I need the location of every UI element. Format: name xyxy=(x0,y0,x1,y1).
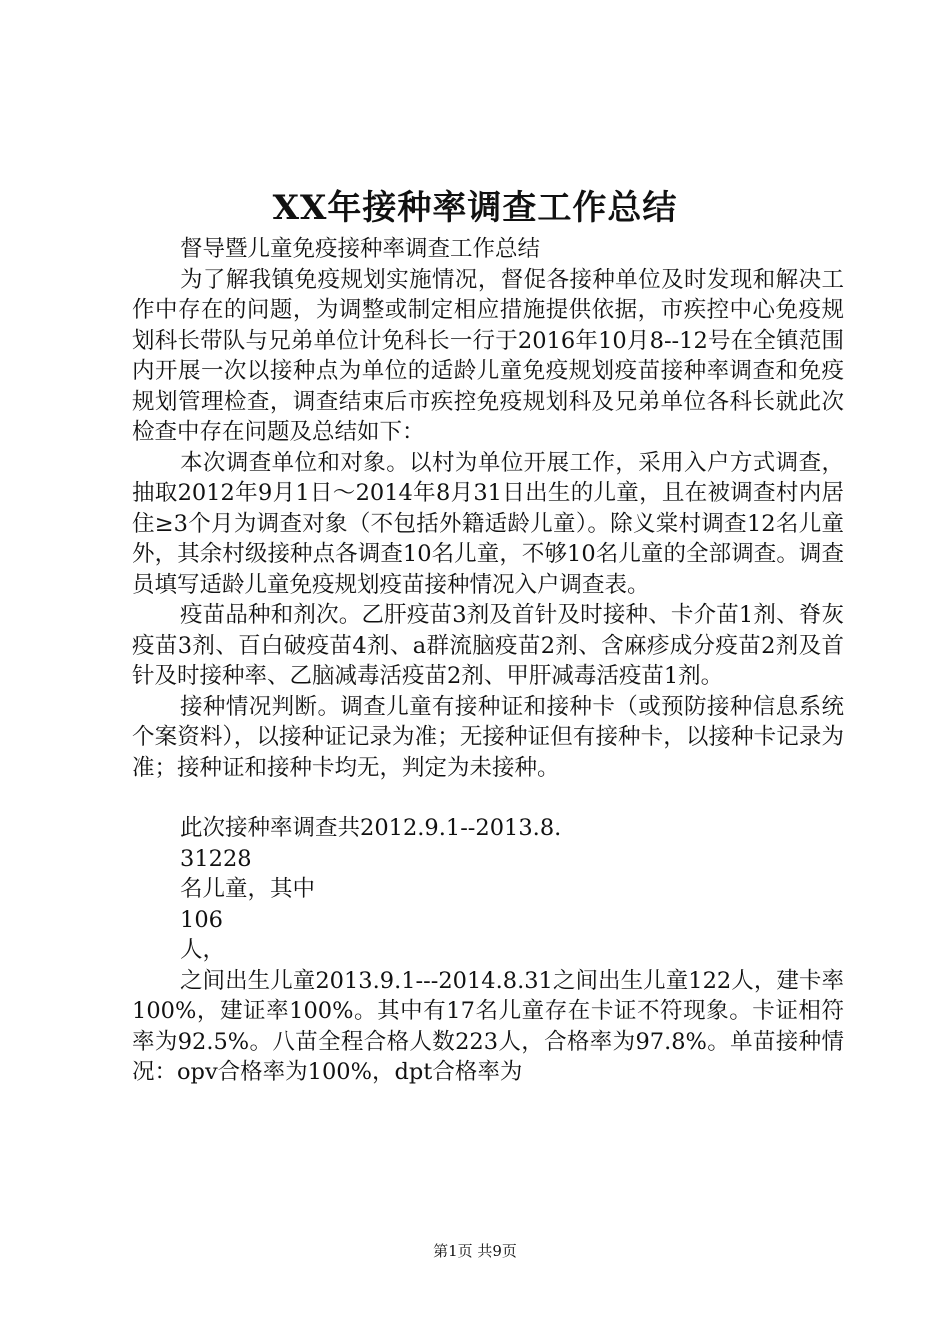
document-body xyxy=(132,234,844,1088)
paragraph-vaccine-types: 疫苗品种和剂次。乙肝疫苗3剂及首针及时接种、卡介苗1剂、脊灰疫苗3剂、百白破疫苗4剂、a群流脑疫苗2剂、含麻疹成分疫苗2剂及首针及时接种率、乙脑减毒活疫苗2剂、甲肝减毒活疫苗1剂。 xyxy=(132,602,844,689)
paragraph-survey-scope: 本次调查单位和对象。以村为单位开展工作，采用入户方式调查，抽取2012年9月1日～2014年8月31日出生的儿童，且在被调查村内居住≥3个月为调查对象（不包括外籍适龄儿童）。除义棠村调查12名儿童外，其余村级接种点各调查10名儿童，不够10名儿童的全部调查。调查员填写适龄儿童免疫规划疫苗接种情况入户调查表。 xyxy=(132,449,844,598)
short-line: 31228 xyxy=(180,845,252,872)
paragraph-results: 之间出生儿童2013.9.1---2014.8.31之间出生儿童122人，建卡率100%，建证率100%。其中有17名儿童存在卡证不符现象。卡证相符率为92.5%。八苗全程合格人数223人，合格率为97.8%。单苗接种情况：opv合格率为100%，dpt合格率为 xyxy=(132,967,844,1085)
paragraph-gap xyxy=(132,783,844,813)
short-line: 106 xyxy=(180,906,223,933)
page-number-footer: 第1页 共9页 xyxy=(433,1242,517,1260)
paragraph-subtitle: 督导暨儿童免疫接种率调查工作总结 xyxy=(180,236,541,262)
paragraph-judgement: 接种情况判断。调查儿童有接种证和接种卡（或预防接种信息系统个案资料），以接种证记录为准；无接种证但有接种卡，以接种卡记录为准；接种证和接种卡均无，判定为未接种。 xyxy=(132,693,844,781)
short-line: 名儿童，其中 xyxy=(180,876,316,902)
short-line: 此次接种率调查共2012.9.1--2013.8. xyxy=(180,815,562,841)
short-line: 人， xyxy=(180,937,226,963)
paragraph-intro: 为了解我镇免疫规划实施情况，督促各接种单位及时发现和解决工作中存在的问题，为调整或制定相应措施提供依据，市疾控中心免疫规划科长带队与兄弟单位计免科长一行于2016年10月8--12号在全镇范围内开展一次以接种点为单位的适龄儿童免疫规划疫苗接种率调查和免疫规划管理检查，调查结束后市疾控免疫规划科及兄弟单位各科长就此次检查中存在问题及总结如下： xyxy=(132,266,844,445)
document-title: XX年接种率调查工作总结 xyxy=(272,188,678,228)
